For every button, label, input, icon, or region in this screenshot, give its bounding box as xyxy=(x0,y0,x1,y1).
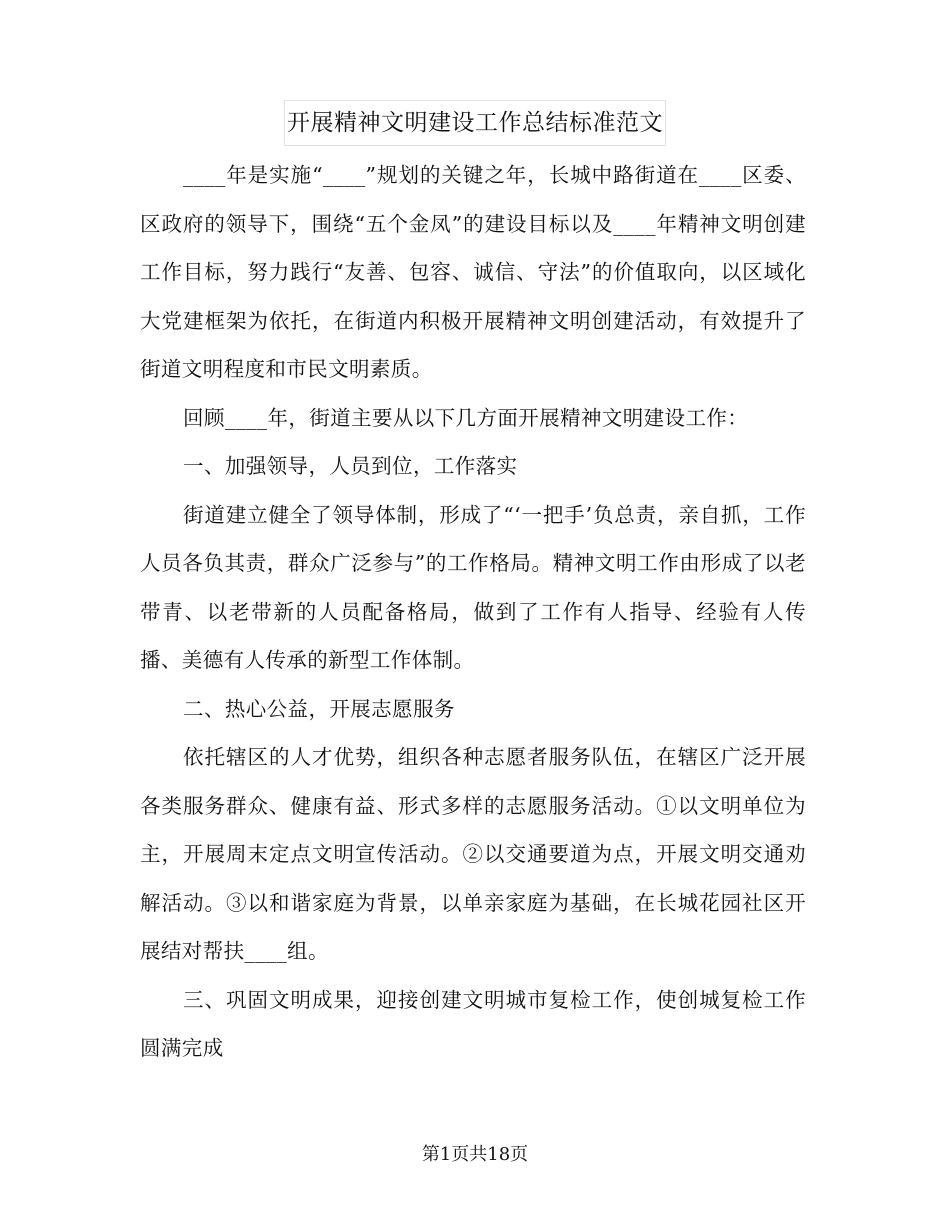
document-title: 开展精神文明建设工作总结标准范文 xyxy=(284,100,666,146)
page-number: 第1页共18页 xyxy=(421,1144,529,1165)
paragraph-review: 回顾____年，街道主要从以下几方面开展精神文明建设工作： xyxy=(183,405,749,430)
paragraph-section-1: 街道建立健全了领导体制，形成了“‘一把手’负总责，亲自抓，工作人员各负其责，群众广泛参与”的工作格局。精神文明工作由形成了以老带青、以老带新的人员配备格局，做到了工作有人指导、经验有人传播、美德有人传承的新型工作体制。 xyxy=(140,502,806,672)
paragraph-intro: ____年是实施“____”规划的关键之年，长城中路街道在____区委、区政府的领导下，围绕“五个金凤”的建设目标以及____年精神文明创建工作目标，努力践行“友善、包容、诚信、守法”的价值取向，以区域化大党建框架为依托，在街道内积极开展精神文明创建活动，有效提升了街道文明程度和市民文明素质。 xyxy=(140,163,806,381)
paragraph-section-2: 依托辖区的人才优势，组织各种志愿者服务队伍，在辖区广泛开展各类服务群众、健康有益、形式多样的志愿服务活动。①以文明单位为主，开展周末定点文明宣传活动。②以交通要道为点，开展文明交通劝解活动。③以和谐家庭为背景，以单亲家庭为基础，在长城花园社区开展结对帮扶____组。 xyxy=(140,745,806,963)
document-body xyxy=(140,151,806,1073)
title-container xyxy=(0,100,950,146)
section-heading-1: 一、加强领导，人员到位，工作落实 xyxy=(183,454,518,478)
section-heading-3: 三、巩固文明成果，迎接创建文明城市复检工作，使创城复检工作圆满完成 xyxy=(140,987,806,1060)
section-heading-2: 二、热心公益，开展志愿服务 xyxy=(183,696,455,721)
